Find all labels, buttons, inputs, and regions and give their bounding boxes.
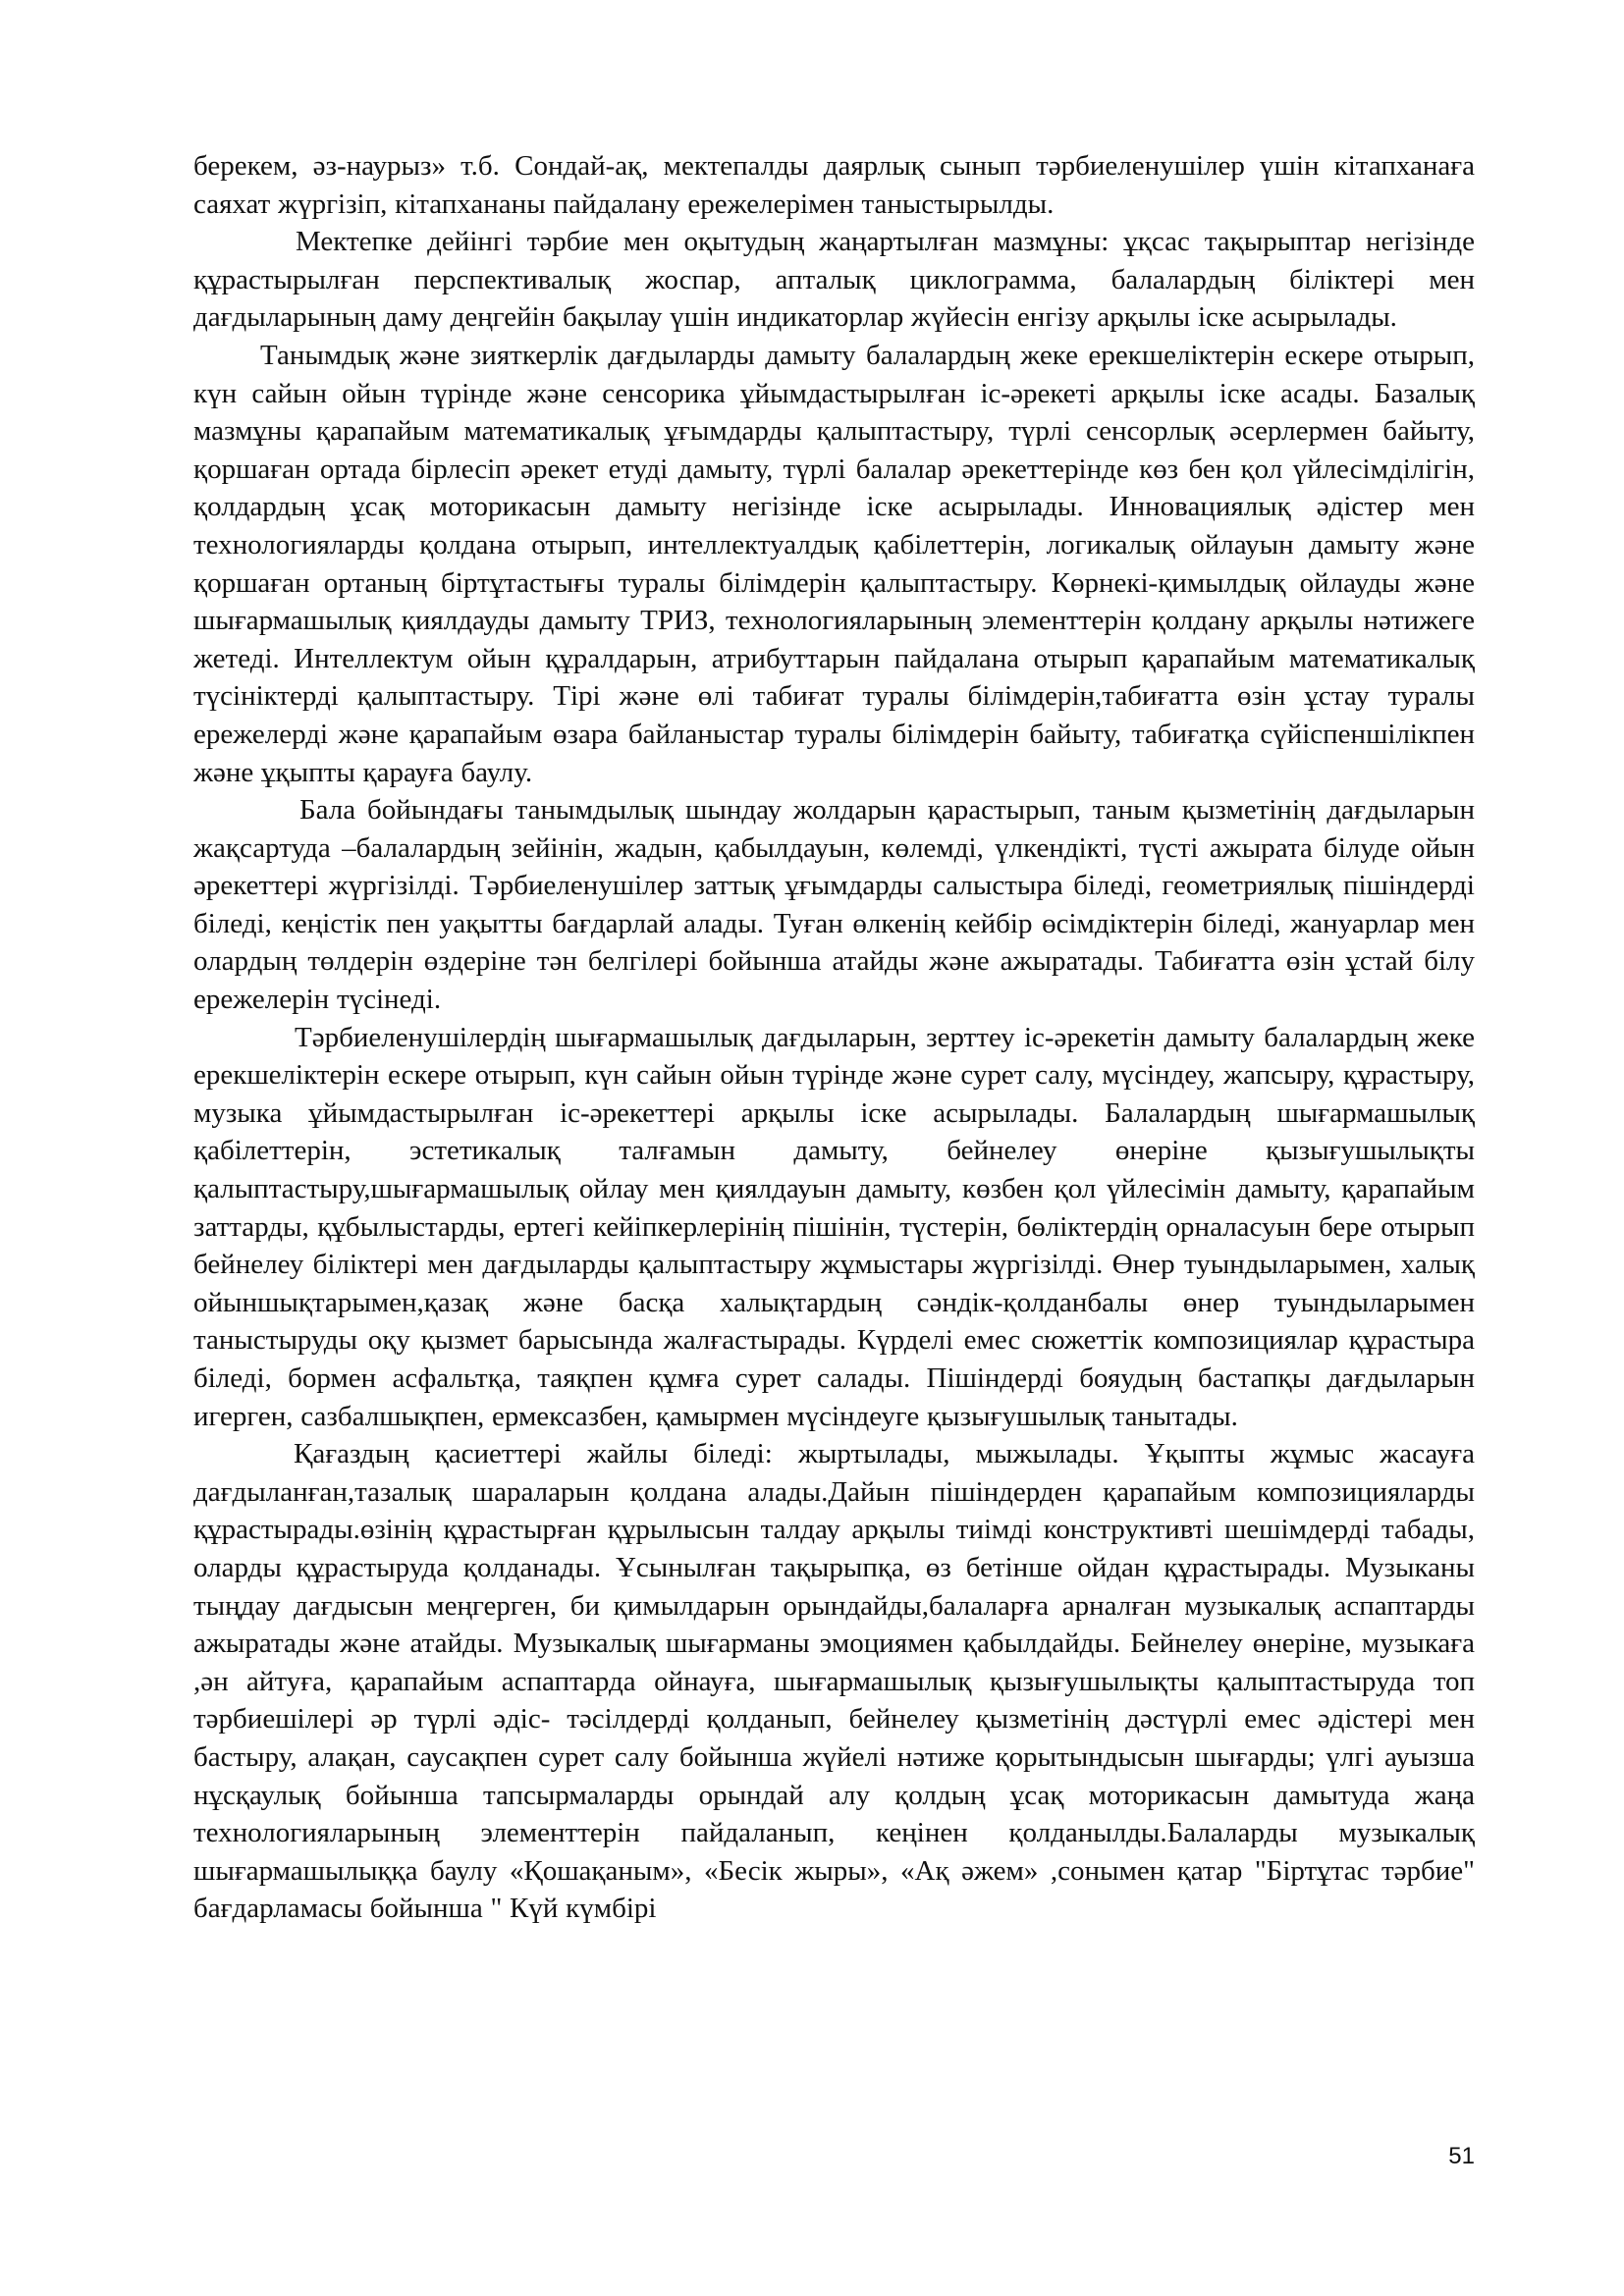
paragraph-library-trip: берекем, әз-наурыз» т.б. Сондай-ақ, мектепалды даярлық сынып тәрбиеленушілер үшін кітапханаға саяхат жүргізіп, кітапхананы пайдалану ережелерімен таныстырылды. — [193, 150, 1475, 220]
page-number: 51 — [1448, 2143, 1475, 2169]
paragraph-updated-content: Мектепке дейінгі тәрбие мен оқытудың жаңартылған мазмұны: ұқсас тақырыптар негізінде құрастырылған перспективалық жоспар, апталық циклограмма, балалардың біліктері мен дағдыларының даму деңгейін бақылау үшін индикаторлар жүйесін енгізу арқылы іске асырылады. — [193, 226, 1475, 334]
paragraph-cognition-development: Бала бойындағы танымдылық шындау жолдарын қарастырып, таным қызметінің дағдыларын жақсартуда –балалардың зейінін, жадын, қабылдауын, көлемді, үлкендікті, түсті ажырата білуде ойын әрекеттері жүргізілді. Тәрбиеленушілер заттық ұғымдарды салыстыра біледі, геометриялық пішіндерді біледі, кеңістік пен уақытты бағдарлай алады. Туған өлкенің кейбір өсімдіктерін біледі, жануарлар мен олардың төлдерін өздеріне тән белгілері бойынша атайды және ажыратады. Табиғатта өзін ұстай білу ережелерін түсінеді. — [193, 794, 1475, 1016]
paragraph-paper-and-music: Қағаздың қасиеттері жайлы біледі: жыртылады, мыжылады. Ұқыпты жұмыс жасауға дағдыланған,тазалық шараларын қолдана алады.Дайын пішіндерден қарапайым композицияларды құрастырады.өзінің құрастырған құрылысын талдау арқылы тиімді конструктивті шешімдерді табады, оларды құрастыруда қолданады. Ұсынылған тақырыпқа, өз бетінше ойдан құрастырады. Музыканы тыңдау дағдысын меңгерген, би қимылдарын орындайды,балаларға арналған музыкалық аспаптарды ажыратады және атайды. Музыкалық шығарманы эмоциямен қабылдайды. Бейнелеу өнеріне, музыкаға ,ән айтуға, қарапайым аспаптарда ойнауға, шығармашылық қызығушылықты қалыптастыруда топ тәрбиешілері әр түрлі әдіс- тәсілдерді қолданып, бейнелеу қызметінің дәстүрлі емес әдістері мен бастыру, алақан, саусақпен сурет салу бойынша жүйелі нәтиже қорытындысын шығарды; үлгі ауызша нұсқаулық бойынша тапсырмаларды орындай алу қолдың ұсақ моторикасын дамытуда жаңа технологияларының элементтерін пайдаланып, кеңінен қолданылды.Балаларды музыкалық шығармашылыққа баулу «Қошақаным», «Бесік жыры», «Ақ әжем» ,сонымен қатар "Біртұтас тәрбие" бағдарламасы бойынша " Күй күмбірі — [193, 1438, 1475, 1925]
paragraph-creative-skills: Тәрбиеленушілердің шығармашылық дағдыларын, зерттеу іс-әрекетін дамыту балалардың жеке ерекшеліктерін ескере отырып, күн сайын ойын түрінде және сурет салу, мүсіндеу, жапсыру, құрастыру, музыка ұйымдастырылған іс-әрекеттері арқылы іске асырылады. Балалардың шығармашылық қабілеттерін, эстетикалық талғамын дамыту, бейнелеу өнеріне қызығушылықты қалыптастыру,шығармашылық ойлау мен қиялдауын дамыту, көзбен қол үйлесімін дамыту, қарапайым заттарды, құбылыстарды, ертегі кейіпкерлерінің пішінін, түстерін, бөліктердің орналасуын бере отырып бейнелеу біліктері мен дағдыларды қалыптастыру жұмыстары жүргізілді. Өнер туындыларымен, халық ойыншықтарымен,қазақ және басқа халықтардың сәндік-қолданбалы өнер туындыларымен таныстыруды оқу қызмет барысында жалғастырады. Күрделі емес сюжеттік композициялар құрастыра біледі, бормен асфальтқа, таяқпен құмға сурет салады. Пішіндерді бояудың бастапқы дағдыларын игерген, сазбалшықпен, ермексазбен, қамырмен мүсіндеуге қызығушылық танытады. — [193, 1021, 1475, 1432]
paragraph-cognitive-skills: Танымдық және зияткерлік дағдыларды дамыту балалардың жеке ерекшеліктерін ескере отырып, күн сайын ойын түрінде және сенсорика ұйымдастырылған іс-әрекеті арқылы іске асады. Базалық мазмұны қарапайым математикалық ұғымдарды қалыптастыру, түрлі сенсорлық әсерлермен байыту, қоршаған ортада бірлесіп әрекет етуді дамыту, түрлі балалар әрекеттерінде көз бен қол үйлесімділігін, қолдардың ұсақ моторикасын дамыту негізінде іске асырылады. Инновациялық әдістер мен технологияларды қолдана отырып, интеллектуалдық қабілеттерін, логикалық ойлауын дамыту және қоршаған ортаның біртұтастығы туралы білімдерін қалыптастыру. Көрнекі-қимылдық ойлауды және шығармашылық қиялдауды дамыту ТРИЗ, технологияларының элементтерін қолдану арқылы нәтижеге жетеді. Интеллектум ойын құралдарын, атрибуттарын пайдалана отырып қарапайым математикалық түсініктерді қалыптастыру. Тірі және өлі табиғат туралы білімдерін,табиғатта өзін ұстау туралы ережелерді және қарапайым өзара байланыстар туралы білімдерін байыту, табиғатқа сүйіспеншілікпен және ұқыпты қарауға баулу. — [193, 339, 1475, 788]
document-body — [193, 147, 1475, 1928]
